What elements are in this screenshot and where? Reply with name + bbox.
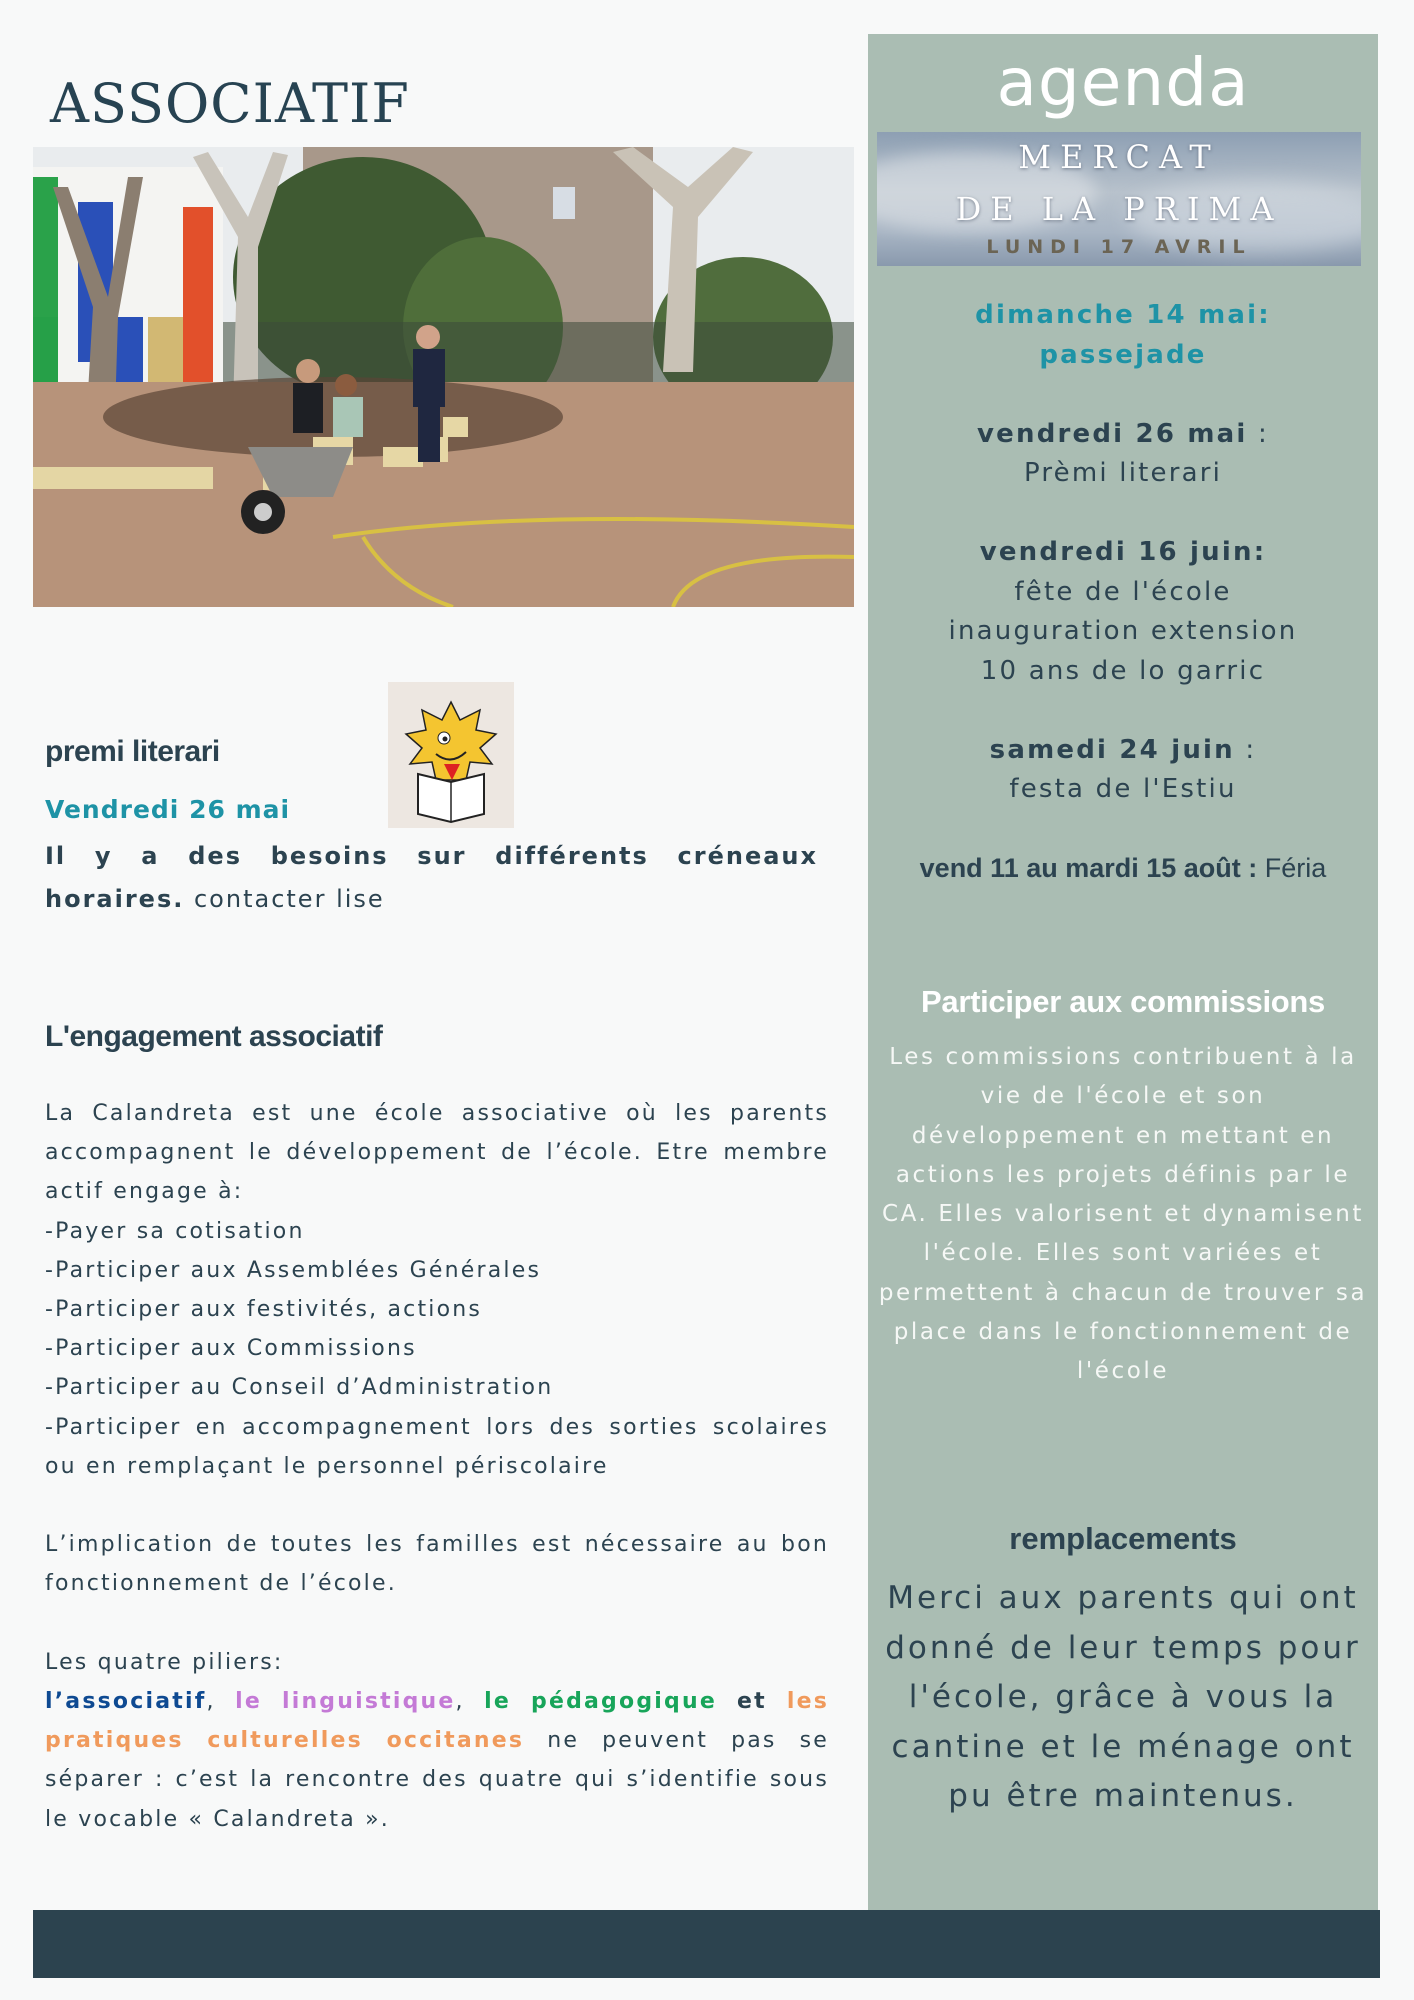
event-detail: passejade (1039, 339, 1207, 370)
photo-illustration (33, 147, 854, 607)
premi-literari-heading: premi literari (45, 735, 220, 768)
agenda-event (868, 415, 1378, 494)
engagement-intro: La Calandreta est une école associative où les parents accompagnent le développement de l’école. Etre membre actif engage à: (45, 1101, 829, 1205)
pilier-pedagogique: le pédagogique (484, 1689, 717, 1715)
engagement-item: -Participer au Conseil d’Administration (45, 1375, 554, 1401)
mercat-banner (877, 132, 1361, 266)
premi-literari-date: Vendredi 26 mai (45, 795, 291, 824)
agenda-sidebar (868, 34, 1378, 1910)
agenda-event (868, 849, 1378, 889)
commissions-heading: Participer aux commissions (921, 984, 1325, 1019)
event-date-line (868, 731, 1378, 771)
page-title: ASSOCIATIF (50, 72, 410, 135)
event-date-line (868, 415, 1378, 455)
agenda-heading: agenda (996, 44, 1250, 121)
event-date: vendredi 16 juin (979, 537, 1254, 567)
premi-needs-text: Il y a des besoins sur différents créneaux horaires. (45, 842, 818, 913)
engagement-item: -Payer sa cotisation (45, 1218, 305, 1244)
sun-book-mascot-icon (388, 682, 514, 828)
event-date: vend 11 au mardi 15 août (919, 853, 1241, 883)
commissions-text: Les commissions contribuent à la vie de l'école et son développement en mettant en actions les projets définis par le CA. Elles valorisent et dynamisent l'école. Elles sont variées et permettent à chacun de trouver sa place dans le fonctionnement de l'école (878, 1044, 1368, 1385)
spacer (45, 1604, 829, 1643)
remplacements-heading: remplacements (1009, 1521, 1237, 1556)
event-separator: : (1247, 418, 1269, 449)
event-detail: Prèmi literari (1023, 458, 1223, 488)
engagement-item: -Participer aux Assemblées Générales (45, 1257, 542, 1283)
premi-literari-text (45, 835, 818, 921)
premi-contact-text: contacter lise (184, 885, 385, 913)
agenda-event (868, 533, 1378, 691)
mascot-image (388, 682, 514, 828)
agenda-events (868, 296, 1378, 928)
pilier-culturelles: les pratiques culturelles occitanes (45, 1689, 830, 1754)
event-date: vendredi 26 mai (977, 418, 1248, 449)
pilier-associatif: l’associatif (45, 1689, 207, 1715)
footer-bar (33, 1910, 1380, 1978)
pilier-linguistique: le linguistique (235, 1689, 456, 1715)
engagement-body (45, 1094, 829, 1839)
event-detail: 10 ans de lo garric (980, 655, 1266, 686)
engagement-item: -Participer en accompagnement lors des sorties scolaires ou en remplaçant le personnel périscolaire (45, 1414, 829, 1479)
engagement-heading: L'engagement associatif (45, 1020, 383, 1053)
event-separator: : (1253, 537, 1267, 567)
spacer (45, 1486, 829, 1525)
event-detail: inauguration extension (948, 616, 1298, 646)
piliers-label: Les quatre piliers: (45, 1649, 284, 1675)
engagement-item: -Participer aux festivités, actions (45, 1297, 483, 1323)
engagement-implication: L’implication de toutes les familles est nécessaire au bon fonctionnement de l’école. (45, 1532, 829, 1597)
pilier-separator: , (455, 1689, 485, 1715)
mercat-banner-date: LUNDI 17 AVRIL (986, 236, 1252, 258)
event-detail: Féria (1257, 853, 1327, 883)
event-date: samedi 24 juin (989, 734, 1235, 765)
agenda-event (868, 731, 1378, 810)
garden-work-photo (33, 147, 854, 607)
event-separator: : (1234, 734, 1257, 765)
event-date: dimanche 14 mai: (975, 300, 1271, 330)
mercat-banner-line1: MERCAT (1018, 138, 1220, 176)
event-date-line (868, 533, 1378, 573)
engagement-item: -Participer aux Commissions (45, 1336, 417, 1362)
event-detail: festa de l'Estiu (1009, 774, 1237, 804)
pilier-conjunction: et (716, 1689, 787, 1715)
piliers-text (45, 1682, 829, 1839)
piliers-conclusion: ne peuvent pas se séparer : c’est la rencontre des quatre qui s’identifie sous le vocable « Calandreta ». (45, 1728, 829, 1832)
mercat-banner-line2: DE LA PRIMA (955, 190, 1283, 228)
event-detail: fête de l'école (1014, 576, 1232, 607)
agenda-event (868, 296, 1378, 375)
pilier-separator: , (206, 1689, 236, 1715)
remplacements-text: Merci aux parents qui ont donné de leur temps pour l'école, grâce à vous la cantine et le ménage ont pu être maintenus. (885, 1580, 1361, 1814)
event-separator: : (1240, 853, 1258, 883)
